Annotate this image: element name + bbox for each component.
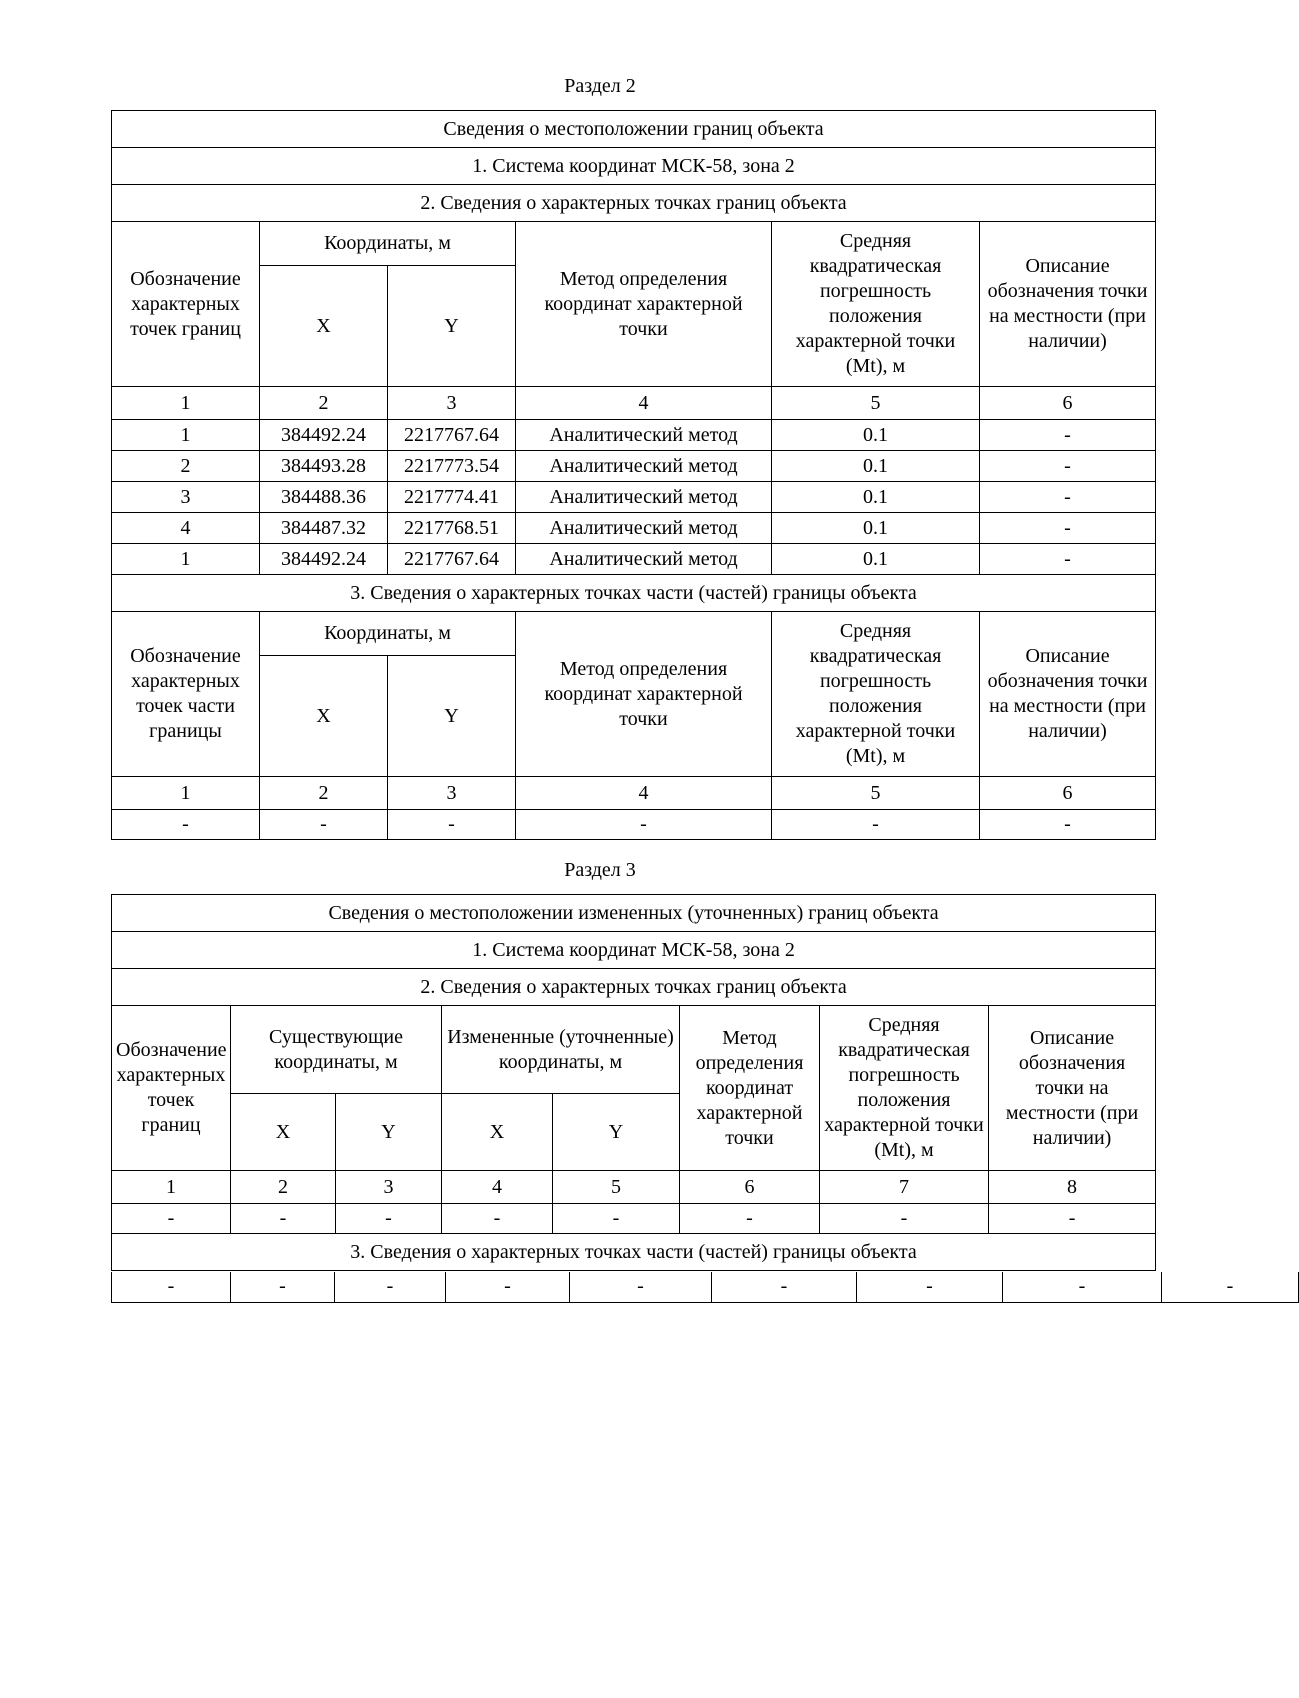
s3-existing-x-header: X [231, 1094, 336, 1171]
col-number: 3 [388, 387, 516, 420]
method: Аналитический метод [516, 420, 772, 451]
coord-y: 2217767.64 [388, 544, 516, 575]
point-id: 1 [112, 420, 260, 451]
s3-col-points-header: Обозначение характерных точек границ [112, 1006, 231, 1171]
table-row [112, 544, 1156, 575]
empty-cell: - [388, 810, 516, 840]
empty-cell: - [820, 1204, 989, 1234]
empty-cell: - [260, 810, 388, 840]
parts-col-desc-header: Описание обозначения точки на местности (при наличии) [980, 612, 1156, 777]
empty-cell: - [772, 810, 980, 840]
error: 0.1 [772, 482, 980, 513]
parts-col-method-header: Метод определения координат характерной точки [516, 612, 772, 777]
section2-table [111, 110, 1156, 840]
method: Аналитический метод [516, 451, 772, 482]
empty-cell: - [1003, 1272, 1162, 1302]
col-number: 2 [260, 387, 388, 420]
col-number: 6 [680, 1171, 820, 1204]
coord-x: 384492.24 [260, 544, 388, 575]
section2-points-header: 2. Сведения о характерных точках границ объекта [112, 185, 1156, 222]
col-number: 2 [231, 1171, 336, 1204]
empty-cell: - [1162, 1272, 1299, 1302]
description: - [980, 451, 1156, 482]
col-number: 5 [553, 1171, 680, 1204]
col-number: 6 [980, 777, 1156, 810]
coord-y: 2217767.64 [388, 420, 516, 451]
table-row [112, 810, 1156, 840]
error: 0.1 [772, 513, 980, 544]
empty-cell: - [857, 1272, 1003, 1302]
empty-cell: - [989, 1204, 1156, 1234]
col-method-header: Метод определения координат характерной точки [516, 222, 772, 387]
s3-col-method-header: Метод определения координат характерной точки [680, 1006, 820, 1171]
empty-cell: - [112, 1272, 231, 1302]
section3-parts-table [111, 1272, 1299, 1303]
parts-col-error-header: Средняя квадратическая погрешность положения характерной точки (Mt), м [772, 612, 980, 777]
s3-changed-y-header: Y [553, 1094, 680, 1171]
col-number: 7 [820, 1171, 989, 1204]
coord-y: 2217774.41 [388, 482, 516, 513]
col-number: 6 [980, 387, 1156, 420]
coord-x: 384487.32 [260, 513, 388, 544]
col-number: 8 [989, 1171, 1156, 1204]
table-row [112, 1272, 1299, 1302]
coord-x: 384493.28 [260, 451, 388, 482]
col-number: 3 [336, 1171, 442, 1204]
col-number: 5 [772, 777, 980, 810]
table-row [112, 513, 1156, 544]
s3-changed-x-header: X [442, 1094, 553, 1171]
section2-title: Раздел 2 [564, 75, 636, 97]
empty-cell: - [446, 1272, 570, 1302]
empty-cell: - [712, 1272, 857, 1302]
point-id: 1 [112, 544, 260, 575]
col-number: 4 [516, 777, 772, 810]
coord-y: 2217768.51 [388, 513, 516, 544]
section3-points-header: 2. Сведения о характерных точках границ объекта [112, 969, 1156, 1006]
description: - [980, 544, 1156, 575]
s3-col-desc-header: Описание обозначения точки на местности (при наличии) [989, 1006, 1156, 1171]
empty-cell: - [112, 1204, 231, 1234]
empty-cell: - [335, 1272, 446, 1302]
empty-cell: - [553, 1204, 680, 1234]
section2-header: Сведения о местоположении границ объекта [112, 111, 1156, 148]
table-row [112, 482, 1156, 513]
s3-col-existing-header: Существующие координаты, м [231, 1006, 442, 1094]
s3-col-changed-header: Измененные (уточненные) координаты, м [442, 1006, 680, 1094]
section3-table [111, 894, 1156, 1271]
empty-cell: - [231, 1272, 335, 1302]
table-row [112, 1204, 1156, 1234]
parts-col-points-header: Обозначение характерных точек части границы [112, 612, 260, 777]
col-number: 3 [388, 777, 516, 810]
parts-col-x-header: X [260, 656, 388, 777]
empty-cell: - [112, 810, 260, 840]
col-points-header: Обозначение характерных точек границ [112, 222, 260, 387]
s3-col-error-header: Средняя квадратическая погрешность положения характерной точки (Mt), м [820, 1006, 989, 1171]
method: Аналитический метод [516, 513, 772, 544]
coord-y: 2217773.54 [388, 451, 516, 482]
description: - [980, 482, 1156, 513]
error: 0.1 [772, 451, 980, 482]
col-coords-header: Координаты, м [260, 222, 516, 266]
empty-cell: - [231, 1204, 336, 1234]
col-number: 5 [772, 387, 980, 420]
parts-col-y-header: Y [388, 656, 516, 777]
col-y-header: Y [388, 266, 516, 387]
col-number: 2 [260, 777, 388, 810]
table-row [112, 420, 1156, 451]
point-id: 4 [112, 513, 260, 544]
col-error-header: Средняя квадратическая погрешность положения характерной точки (Mt), м [772, 222, 980, 387]
col-number: 1 [112, 1171, 231, 1204]
section3-parts-header: 3. Сведения о характерных точках части (частей) границы объекта [112, 1234, 1156, 1271]
table-row [112, 451, 1156, 482]
coord-x: 384488.36 [260, 482, 388, 513]
section3-header: Сведения о местоположении измененных (уточненных) границ объекта [112, 895, 1156, 932]
error: 0.1 [772, 544, 980, 575]
method: Аналитический метод [516, 482, 772, 513]
col-number: 4 [516, 387, 772, 420]
method: Аналитический метод [516, 544, 772, 575]
col-number: 1 [112, 777, 260, 810]
empty-cell: - [336, 1204, 442, 1234]
col-x-header: X [260, 266, 388, 387]
description: - [980, 513, 1156, 544]
empty-cell: - [442, 1204, 553, 1234]
error: 0.1 [772, 420, 980, 451]
s3-existing-y-header: Y [336, 1094, 442, 1171]
col-number: 4 [442, 1171, 553, 1204]
section3-coord-system: 1. Система координат МСК-58, зона 2 [112, 932, 1156, 969]
point-id: 3 [112, 482, 260, 513]
empty-cell: - [980, 810, 1156, 840]
section2-parts-header: 3. Сведения о характерных точках части (частей) границы объекта [112, 575, 1156, 612]
empty-cell: - [680, 1204, 820, 1234]
section2-coord-system: 1. Система координат МСК-58, зона 2 [112, 148, 1156, 185]
section3-title: Раздел 3 [564, 859, 636, 881]
point-id: 2 [112, 451, 260, 482]
col-desc-header: Описание обозначения точки на местности (при наличии) [980, 222, 1156, 387]
parts-col-coords-header: Координаты, м [260, 612, 516, 656]
empty-cell: - [570, 1272, 712, 1302]
coord-x: 384492.24 [260, 420, 388, 451]
col-number: 1 [112, 387, 260, 420]
description: - [980, 420, 1156, 451]
empty-cell: - [516, 810, 772, 840]
